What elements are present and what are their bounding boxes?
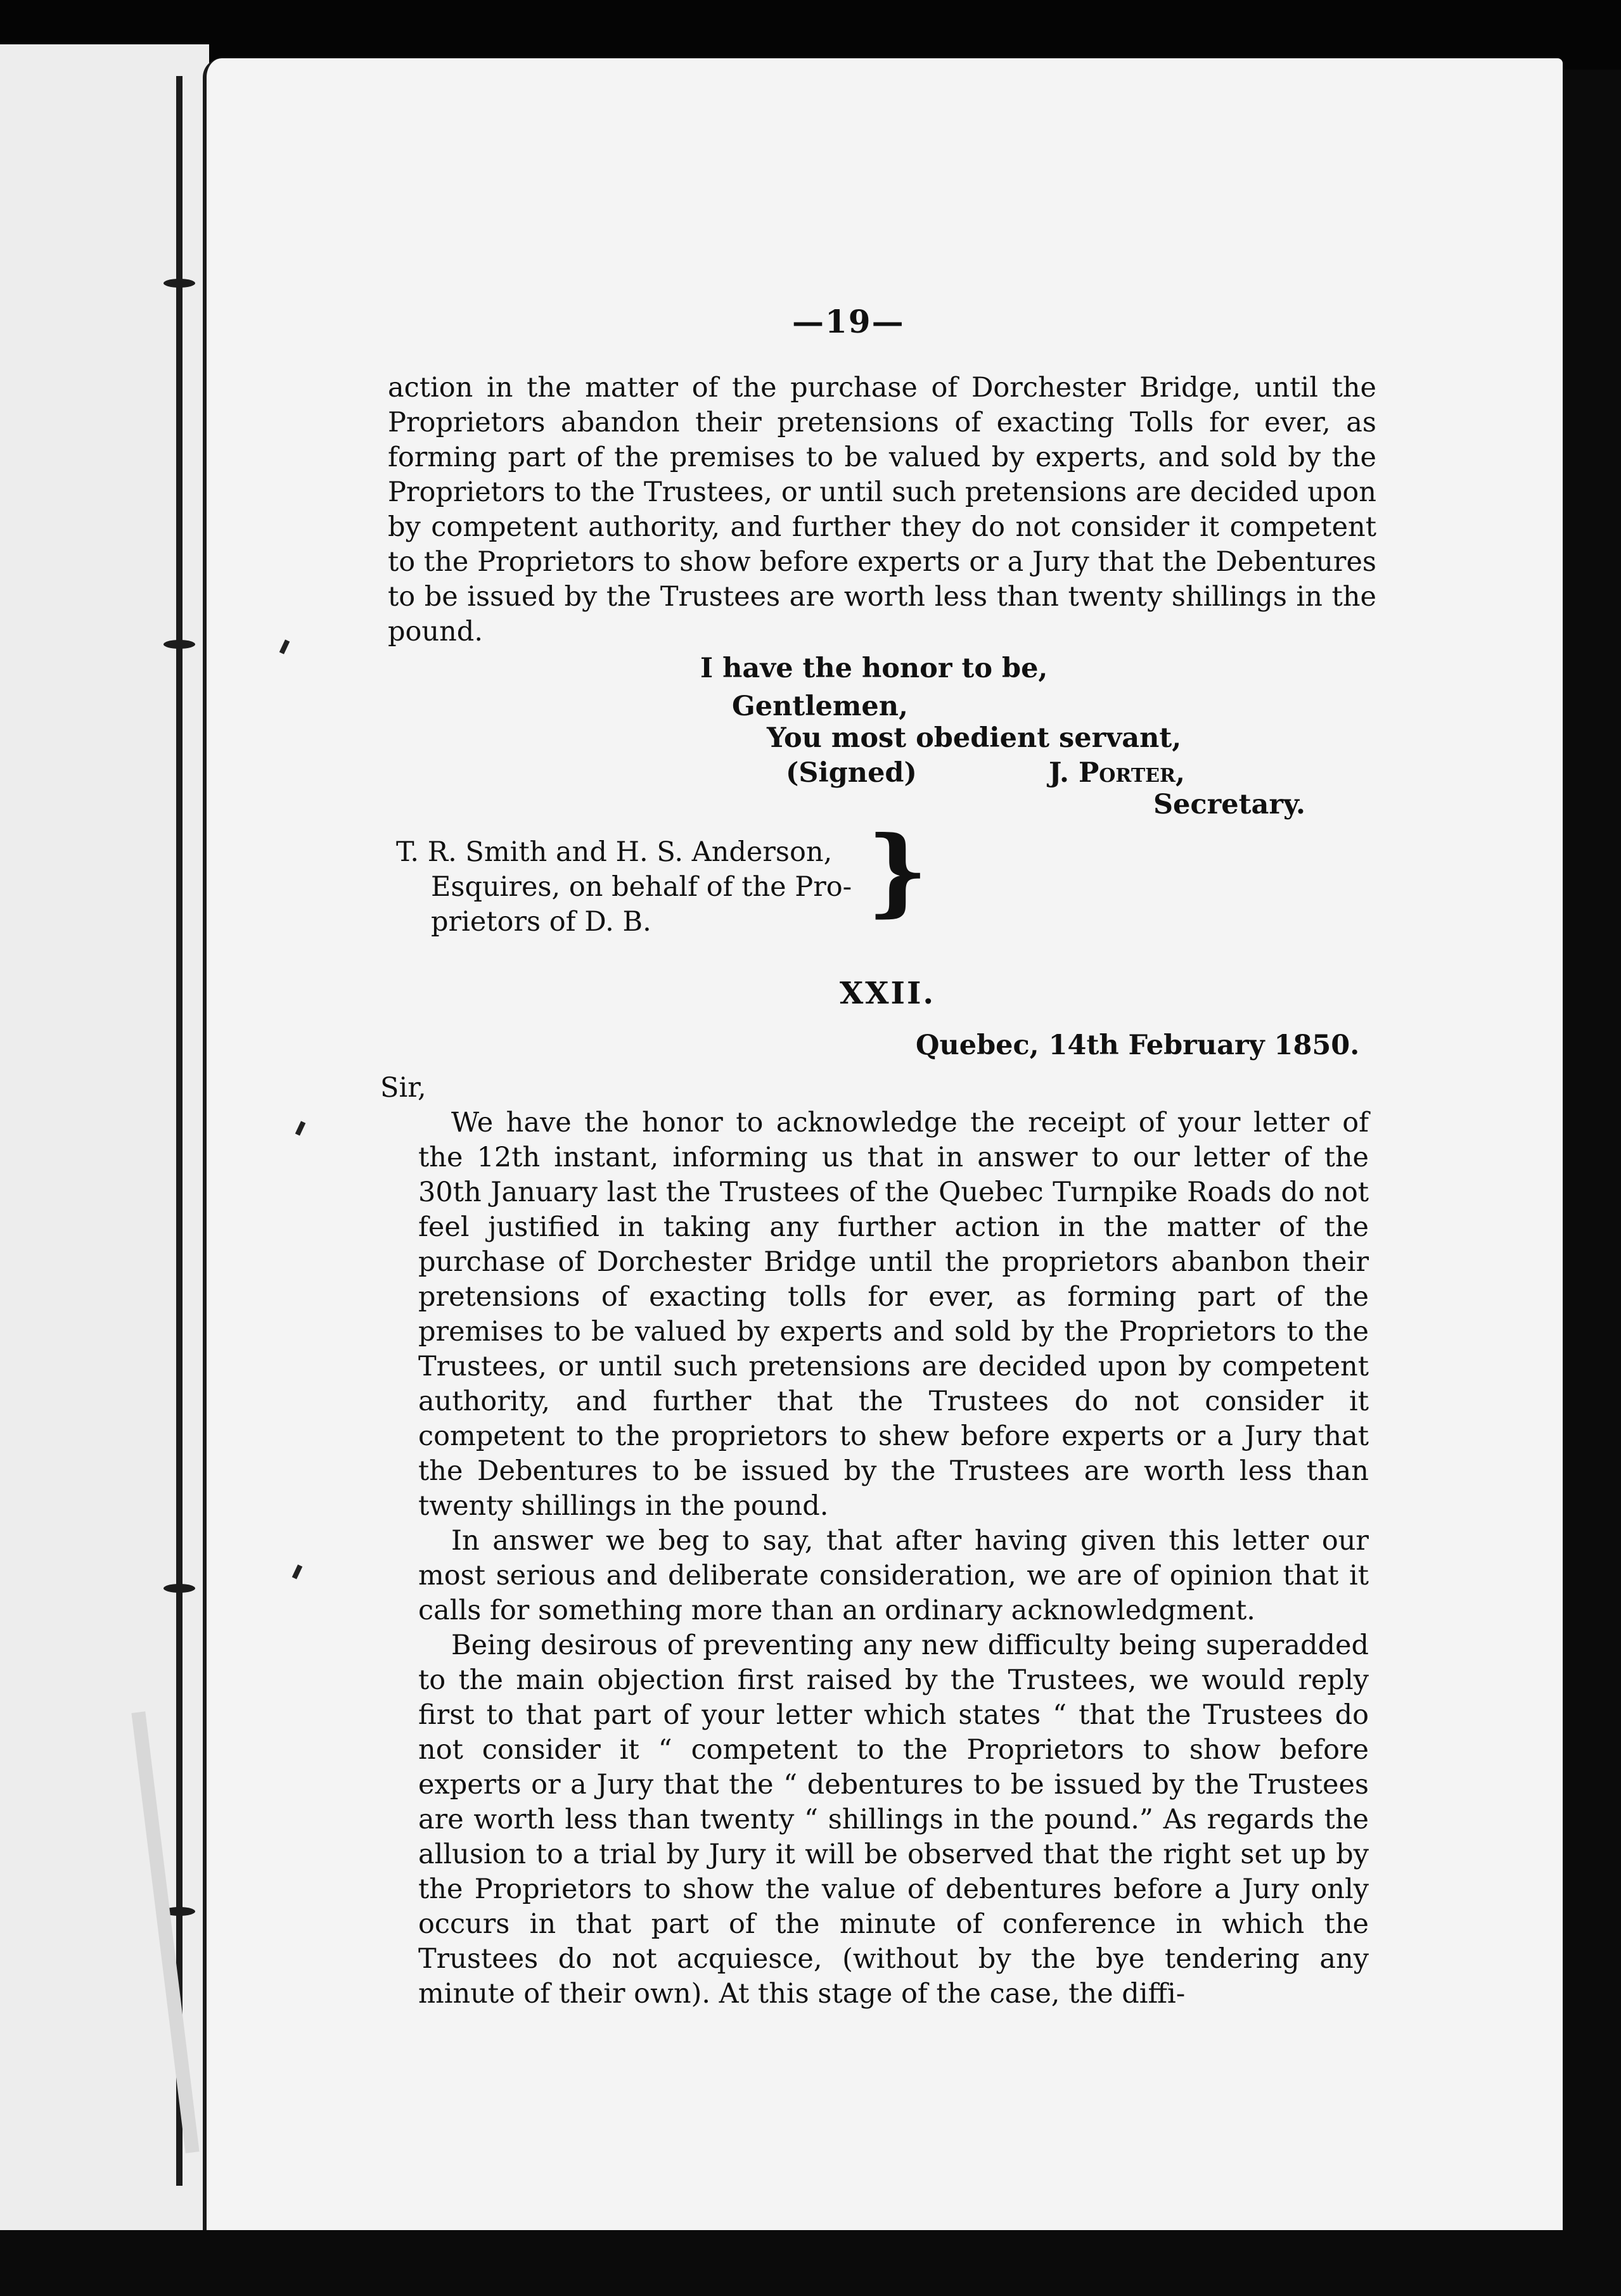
- opening-paragraph: action in the matter of the purchase of Dorchester Bridge, until the Proprietors abandon their pretensions of exacting Tolls for ever, as forming part of the premises to be valued by experts, and sold by the Proprietors to the Trustees, or until such pretensions are decided upon by competent authority, and further they do not consider it competent to the Proprietors to show before experts or a Jury that the Debentures to be issued by the Trustees are worth less than twenty shillings in the pound.: [388, 372, 1376, 647]
- letter-body: [418, 1106, 1369, 2012]
- closing-line-3: You most obedient servant,: [767, 722, 1182, 754]
- paragraph-3: Being desirous of preventing any new difficulty being superadded to the main objection first raised by the Trustees, we would reply first to that part of your letter which states “ that the Trustees do not consider it “ competent to the Proprietors to show before experts or a Jury that the “ debentures to be issued by the Trustees are worth less than twenty “ shillings in the pound.” As regards the allusion to a trial by Jury it will be observed that the right set up by the Proprietors to show the value of debentures before a Jury only occurs in that part of the minute of conference in which the Trustees do not acquiesce, (without by the bye tendering any minute of their own). At this stage of the case, the diffi-: [418, 1630, 1369, 2010]
- addressee-brace: }: [867, 815, 928, 927]
- salutation-text: Sir,: [380, 1072, 426, 1104]
- binding-stitch: [163, 640, 195, 649]
- signed-label: (Signed): [786, 757, 917, 789]
- binding-stitch: [163, 1584, 195, 1593]
- text-block-top: [388, 371, 1376, 649]
- addressee-line-2: Esquires, on behalf of the Pro-: [431, 871, 852, 903]
- salutation: [380, 1071, 1369, 1106]
- addressee-line-1: T. R. Smith and H. S. Anderson,: [396, 836, 833, 868]
- closing-line-2: Gentlemen,: [732, 691, 908, 722]
- closing-line-1: I have the honor to be,: [700, 653, 1048, 684]
- paragraph-1: We have the honor to acknowledge the receipt of your letter of the 12th instant, informing us that in answer to our letter of the 30th January last the Trustees of the Quebec Turnpike Roads do not feel justified in taking any further action in the matter of the purchase of Dorchester Bridge until the proprietors abanbon their pretensions of exacting tolls for ever, as forming part of the premises to be valued by experts and sold by the Proprietors to the Trustees, or until such pretensions are decided upon by competent authority, and further that the Trustees do not consider it competent to the proprietors to shew before experts or a Jury that the Debentures to be issued by the Trustees are worth less than twenty shillings in the pound.: [418, 1107, 1369, 1522]
- letter-dateline: Quebec, 14th February 1850.: [916, 1030, 1360, 1061]
- binding-spine: [176, 76, 183, 2186]
- page-number: —19—: [792, 303, 905, 340]
- addressee-line-3: prietors of D. B.: [431, 906, 651, 938]
- paragraph-2: In answer we beg to say, that after having given this letter our most serious and deliberate consideration, we are of opinion that it calls for something more than an ordinary acknowledgment.: [418, 1525, 1369, 1626]
- signatory-title: Secretary.: [1153, 789, 1306, 820]
- binding-stitch: [163, 279, 195, 288]
- signatory-name: J. Porter,: [1049, 757, 1185, 789]
- section-number: XXII.: [840, 976, 936, 1011]
